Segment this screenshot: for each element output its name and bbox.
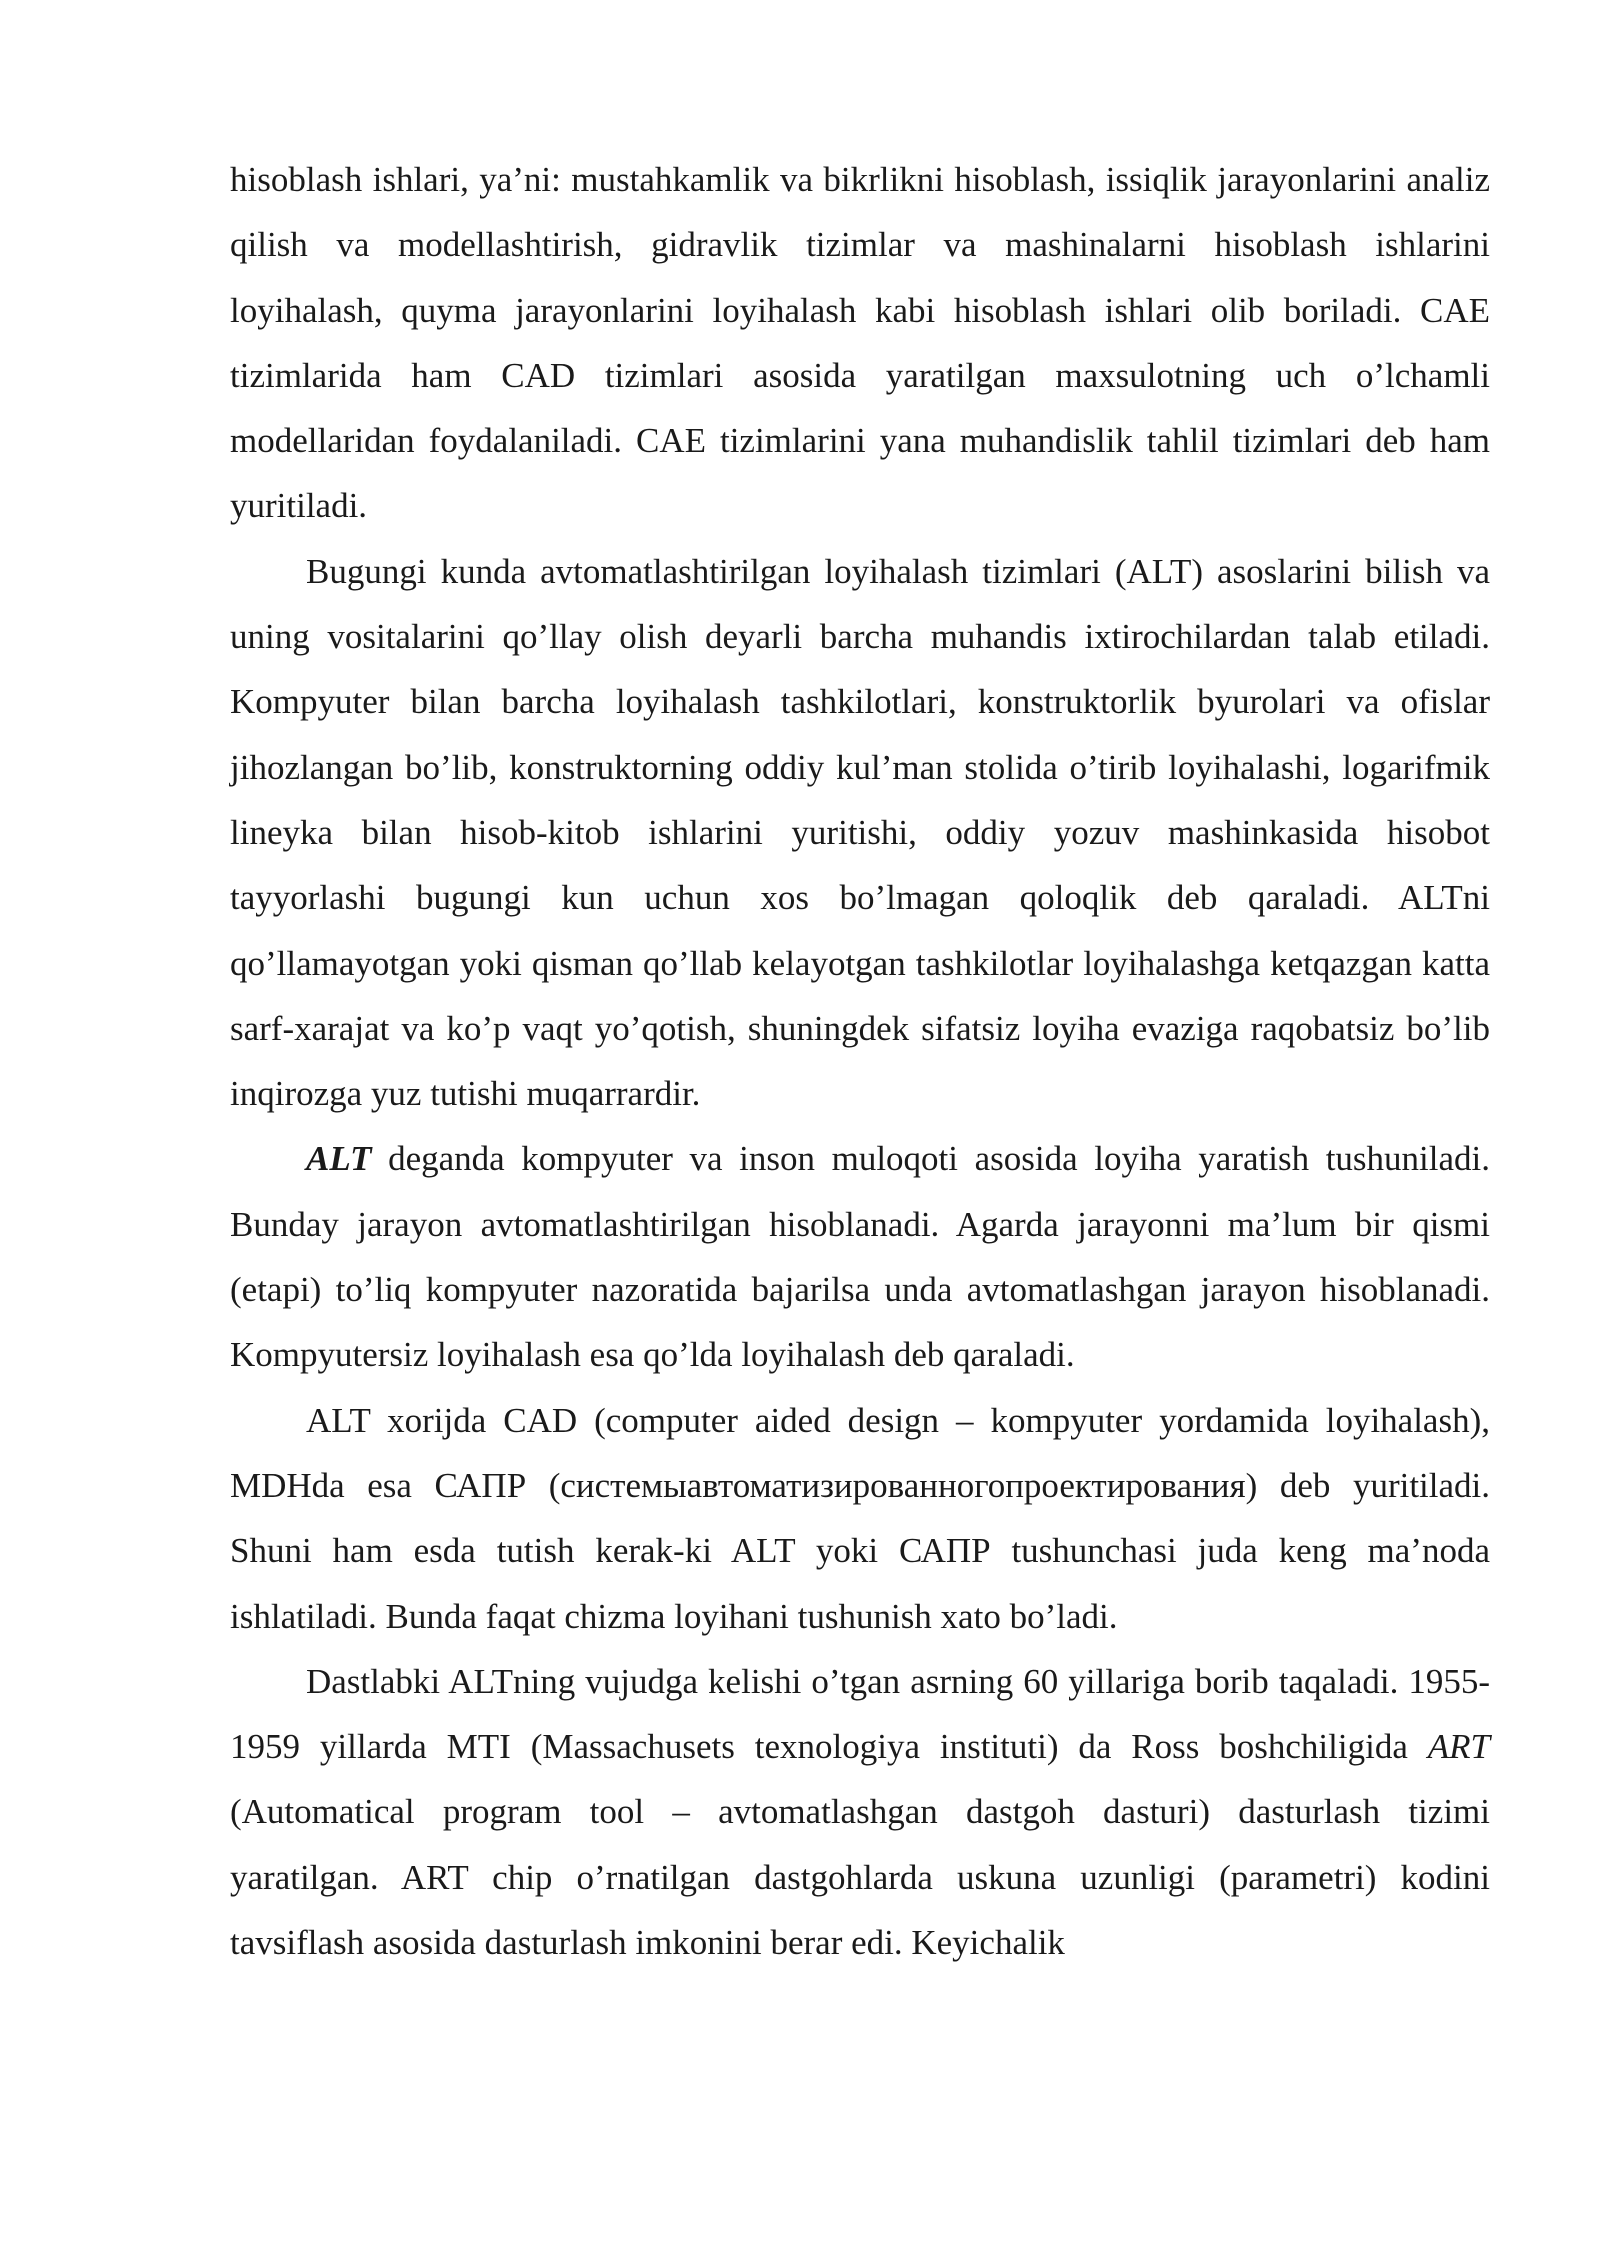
- term-alt: ALT: [306, 1139, 372, 1179]
- paragraph-5-text-after: (Automatical program tool – avtomatlashgan dastgoh dasturi) dasturlash tizimi yaratilgan. ART chip o’rnatilgan dastgohlarda uskuna uzunligi (parametri) kodini tavsiflash asosida dasturlash imkonini berar edi. Keyichalik: [230, 1792, 1490, 1963]
- paragraph-2-text: Bugungi kunda avtomatlashtirilgan loyihalash tizimlari (ALT) asoslarini bilish va uning vositalarini qo’llay olish deyarli barcha muhandis ixtirochilardan talab etiladi. Kompyuter bilan barcha loyihalash tashkilotlari, konstruktorlik byurolari va ofislar jihozlangan bo’lib, konstruktorning oddiy kul’man stolida o’tirib loyihalashi, logarifmik lineyka bilan hisob-kitob ishlarini yuritishi, oddiy yozuv mashinkasida hisobot tayyorlashi bugungi kun uchun xos bo’lmagan qoloqlik deb qaraladi. ALTni qo’llamayotgan yoki qisman qo’llab kelayotgan tashkilotlar loyihalashga ketqazgan katta sarf-xarajat va ko’p vaqt yo’qotish, shuningdek sifatsiz loyiha evaziga raqobatsiz bo’lib inqirozga yuz tutishi muqarrardir.: [230, 551, 1490, 1114]
- paragraph-2: [230, 539, 1490, 1127]
- document-page: [230, 147, 1490, 1975]
- paragraph-3: [230, 1126, 1490, 1387]
- paragraph-3-text: deganda kompyuter va inson muloqoti asosida loyiha yaratish tushuniladi. Bunday jarayon avtomatlashtirilgan hisoblanadi. Agarda jarayonni ma’lum bir qismi (etapi) to’liq kompyuter nazoratida bajarilsa unda avtomatlashgan jarayon hisoblanadi. Kompyutersiz loyihalash esa qo’lda loyihalash deb qaraladi.: [230, 1139, 1490, 1375]
- paragraph-4: [230, 1388, 1490, 1649]
- paragraph-5-text-before: Dastlabki ALTning vujudga kelishi o’tgan asrning 60 yillariga borib taqaladi. 1955-1959 yillarda MTI (Massachusets texnologiya instituti) da Ross boshchiligida: [230, 1661, 1490, 1767]
- paragraph-4-text: ALT xorijda CAD (computer aided design – kompyuter yordamida loyihalash), MDHda esa САПР (системыавтоматизированногопроектирования) deb yuritiladi. Shuni ham esda tutish kerak-ki ALT yoki САПР tushunchasi juda keng ma’noda ishlatiladi. Bunda faqat chizma loyihani tushunish xato bo’ladi.: [230, 1400, 1490, 1636]
- term-art: ART: [1427, 1727, 1490, 1767]
- paragraph-1: [230, 147, 1490, 539]
- paragraph-1-text: hisoblash ishlari, ya’ni: mustahkamlik va bikrlikni hisoblash, issiqlik jarayonlarini analiz qilish va modellashtirish, gidravlik tizimlar va mashinalarni hisoblash ishlarini loyihalash, quyma jarayonlarini loyihalash kabi hisoblash ishlari olib boriladi. CAE tizimlarida ham CAD tizimlari asosida yaratilgan maxsulotning uch o’lchamli modellaridan foydalaniladi. CAE tizimlarini yana muhandislik tahlil tizimlari deb ham yuritiladi.: [230, 160, 1490, 526]
- paragraph-5: [230, 1649, 1490, 1975]
